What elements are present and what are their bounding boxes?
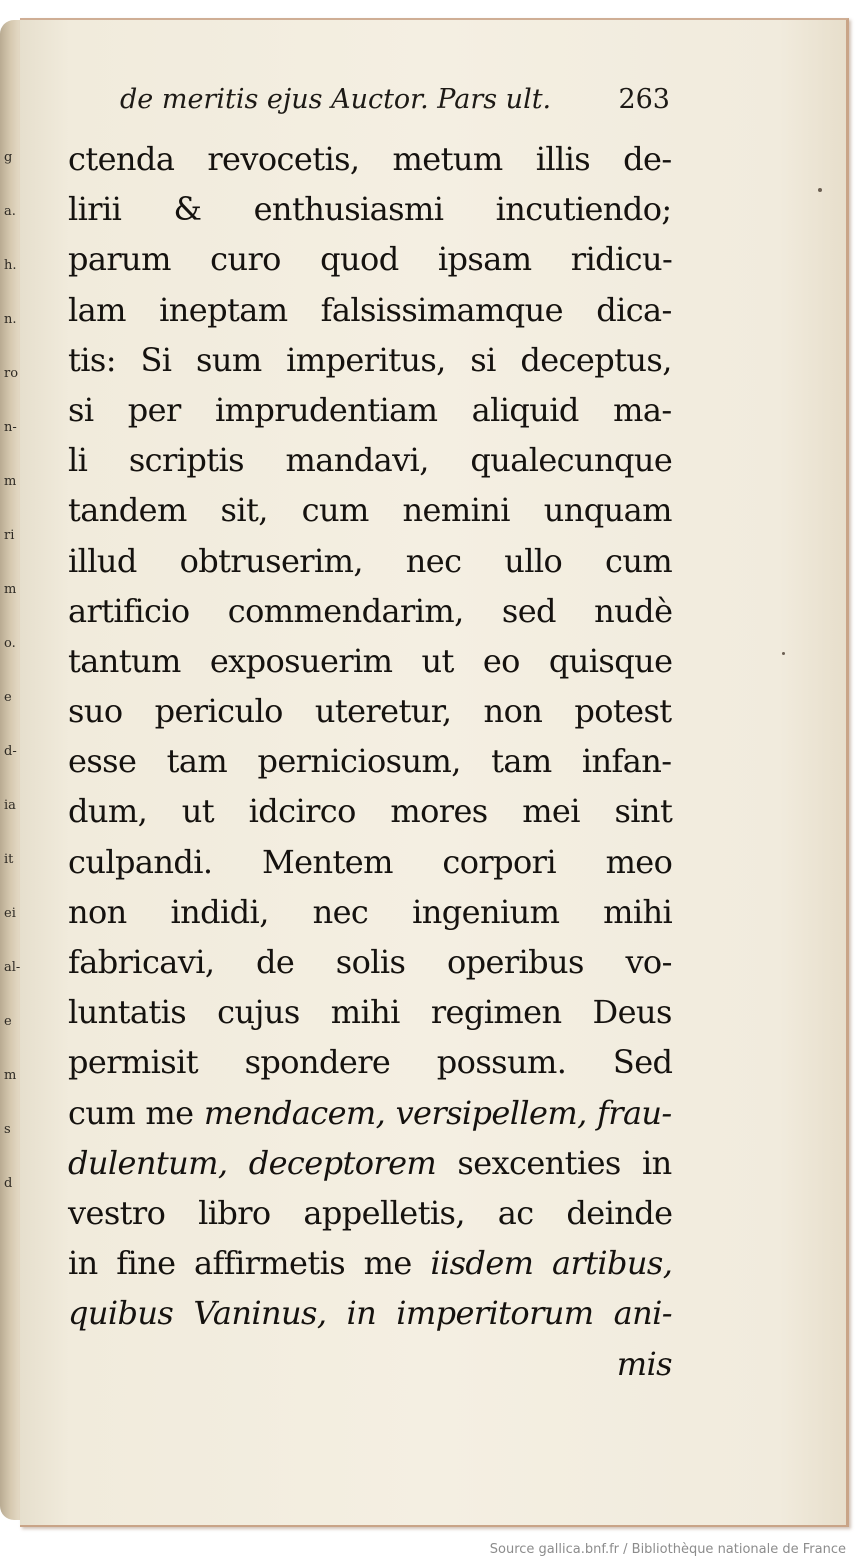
roman-text: li scriptis mandavi, qualecunque [68,441,673,480]
body-text [68,134,672,1389]
facing-page-fragment: o. [4,636,16,651]
text-line [68,435,672,485]
roman-text: dum, ut idcirco mores mei sint [68,792,673,831]
roman-text: vestro libro appelletis, ac deinde [68,1193,673,1232]
roman-text: artificio commendarim, sed nudè [68,591,673,630]
text-line [68,1288,672,1338]
facing-page-fragment: h. [4,258,17,273]
paper-speck [782,652,785,655]
roman-text: tis: Si sum imperitus, si deceptus, [68,340,672,379]
text-line [68,234,672,284]
facing-page-fragment: d- [4,744,17,759]
facing-page-fragment: m [4,474,17,489]
paper-speck [818,188,822,192]
facing-page-fragment: e [4,690,12,705]
running-head [120,84,670,124]
facing-page-fragment: ro [4,366,19,381]
roman-text: lam ineptam falsissimamque dica- [68,290,672,329]
text-line [68,335,672,385]
text-line [68,887,672,937]
roman-text: si per imprudentiam aliquid ma- [68,390,672,429]
facing-page-fragment: n. [4,312,17,327]
facing-page-fragment: ei [4,906,16,921]
facing-page-fragment: e [4,1014,12,1029]
text-line [68,736,672,786]
facing-page-fragment: m [4,1068,17,1083]
text-line [68,837,672,887]
italic-text: quibus Vaninus, in imperitorum ani- [68,1294,672,1333]
roman-text: permisit spondere possum. Sed [68,1043,673,1082]
roman-text: fabricavi, de solis operibus vo- [68,943,672,981]
running-head-title: de meritis ejus Auctor. Pars ult. [120,84,552,115]
facing-page-fragment: s [4,1122,11,1137]
facing-page-fragment: m [4,582,17,597]
text-line [68,1188,672,1238]
text-line [68,586,672,636]
roman-text: sexcenties in [457,1143,672,1182]
roman-text: luntatis cujus mihi regimen Deus [68,993,672,1032]
text-line [68,184,672,234]
text-line [68,536,672,586]
italic-text: mendacem, versipellem, frau- [203,1093,672,1132]
roman-text: lirii & enthusiasmi incutiendo; [68,190,672,229]
text-line [68,1088,672,1138]
roman-text: suo periculo uteretur, non potest [68,692,672,731]
text-line [68,1238,672,1288]
text-line [68,987,672,1037]
roman-text: culpandi. Mentem corpori meo [68,842,673,881]
italic-text: dulentum, deceptorem [68,1143,458,1182]
roman-text: tantum exposuerim ut eo quisque [68,641,673,680]
text-line [68,636,672,686]
roman-text: illud obtruserim, nec ullo cum [68,541,673,580]
text-line [68,485,672,535]
roman-text: in fine affirmetis me [68,1244,431,1283]
facing-page-fragment: a. [4,204,16,219]
text-line [68,786,672,836]
roman-text: esse tam perniciosum, tam infan- [68,742,672,781]
text-line [68,134,672,184]
facing-page-fragment: d [4,1176,13,1191]
roman-text: tandem sit, cum nemini unquam [68,491,672,530]
facing-page-fragment: ia [4,798,16,813]
text-line [68,937,672,987]
facing-page-fragment: g [4,150,13,165]
catchword: mis [616,1344,672,1383]
page-number: 263 [618,84,670,115]
roman-text: non indidi, nec ingenium mihi [68,892,673,931]
text-line [68,385,672,435]
roman-text: parum curo quod ipsam ridicu- [68,240,673,279]
facing-page-fragment: it [4,852,14,867]
facing-page-fragment: ri [4,528,15,543]
text-line [68,686,672,736]
facing-page-fragment: n- [4,420,17,435]
facing-page-fragment: al- [4,960,21,975]
roman-text: cum me [68,1093,204,1132]
text-line [68,1138,672,1188]
source-credit: Source gallica.bnf.fr / Bibliothèque nationale de France [489,1542,846,1557]
roman-text: ctenda revocetis, metum illis de- [68,140,672,178]
text-line [68,285,672,335]
text-line [68,1037,672,1087]
italic-text: iisdem artibus, [430,1244,673,1283]
